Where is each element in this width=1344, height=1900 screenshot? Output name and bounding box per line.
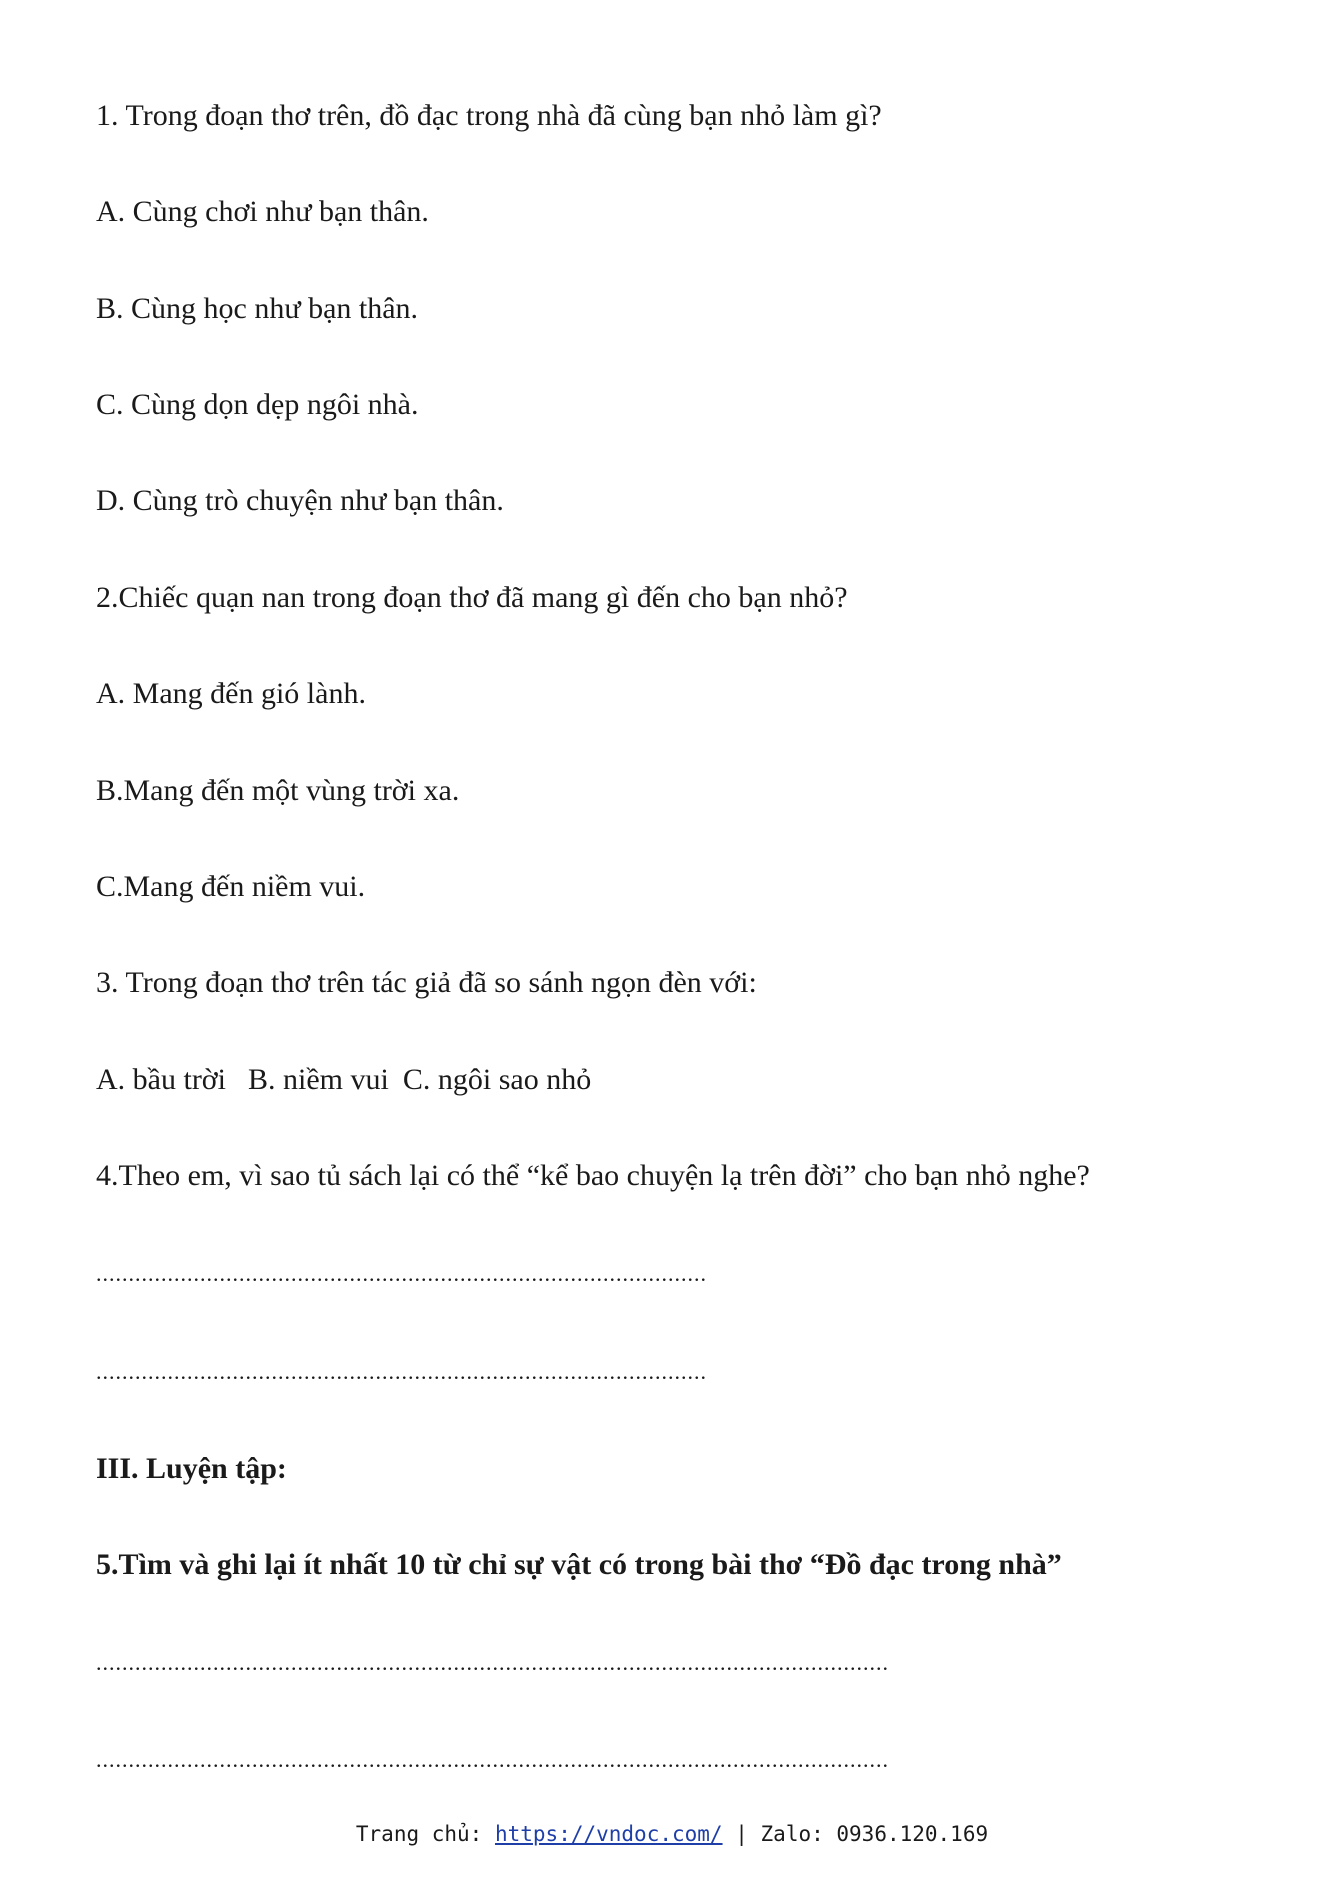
- question-5: 5.Tìm và ghi lại ít nhất 10 từ chỉ sự vật có trong bài thơ “Đồ đạc trong nhà”: [96, 1548, 1062, 1581]
- q3-option-c: C. ngôi sao nhỏ: [402, 1063, 592, 1096]
- footer-homepage-link[interactable]: https://vndoc.com/: [494, 1822, 723, 1846]
- q4-answer-line-1: ..............................................................................................: [96, 1262, 707, 1286]
- footer-label: Trang chủ:: [355, 1822, 483, 1846]
- question-1: 1. Trong đoạn thơ trên, đồ đạc trong nhà đã cùng bạn nhỏ làm gì?: [96, 99, 882, 132]
- q1-option-a: A. Cùng chơi như bạn thân.: [96, 195, 429, 228]
- section-heading-practice: III. Luyện tập:: [96, 1452, 287, 1485]
- page-footer: [0, 1820, 1344, 1848]
- footer-zalo: Zalo: 0936.120.169: [760, 1822, 989, 1846]
- q1-option-d: D. Cùng trò chuyện như bạn thân.: [96, 484, 504, 517]
- q3-option-a: A. bầu trời: [96, 1063, 227, 1096]
- footer-separator: |: [735, 1822, 748, 1846]
- q3-option-b: B. niềm vui: [248, 1063, 389, 1096]
- q1-option-c: C. Cùng dọn dẹp ngôi nhà.: [96, 388, 419, 421]
- q5-answer-line-2: ..........................................................................................................................: [96, 1748, 889, 1772]
- question-3: 3. Trong đoạn thơ trên tác giả đã so sánh ngọn đèn với:: [96, 966, 757, 999]
- q5-answer-line-1: ..........................................................................................................................: [96, 1651, 889, 1675]
- q4-answer-line-2: ..............................................................................................: [96, 1360, 707, 1384]
- q1-option-b: B. Cùng học như bạn thân.: [96, 292, 419, 325]
- question-2: 2.Chiếc quạn nan trong đoạn thơ đã mang gì đến cho bạn nhỏ?: [96, 581, 848, 614]
- q2-option-c: C.Mang đến niềm vui.: [96, 870, 366, 903]
- q2-option-a: A. Mang đến gió lành.: [96, 677, 366, 710]
- q3-options: [96, 1061, 591, 1099]
- q2-option-b: B.Mang đến một vùng trời xa.: [96, 774, 460, 807]
- question-4: 4.Theo em, vì sao tủ sách lại có thể “kể bao chuyện lạ trên đời” cho bạn nhỏ nghe?: [96, 1159, 1090, 1192]
